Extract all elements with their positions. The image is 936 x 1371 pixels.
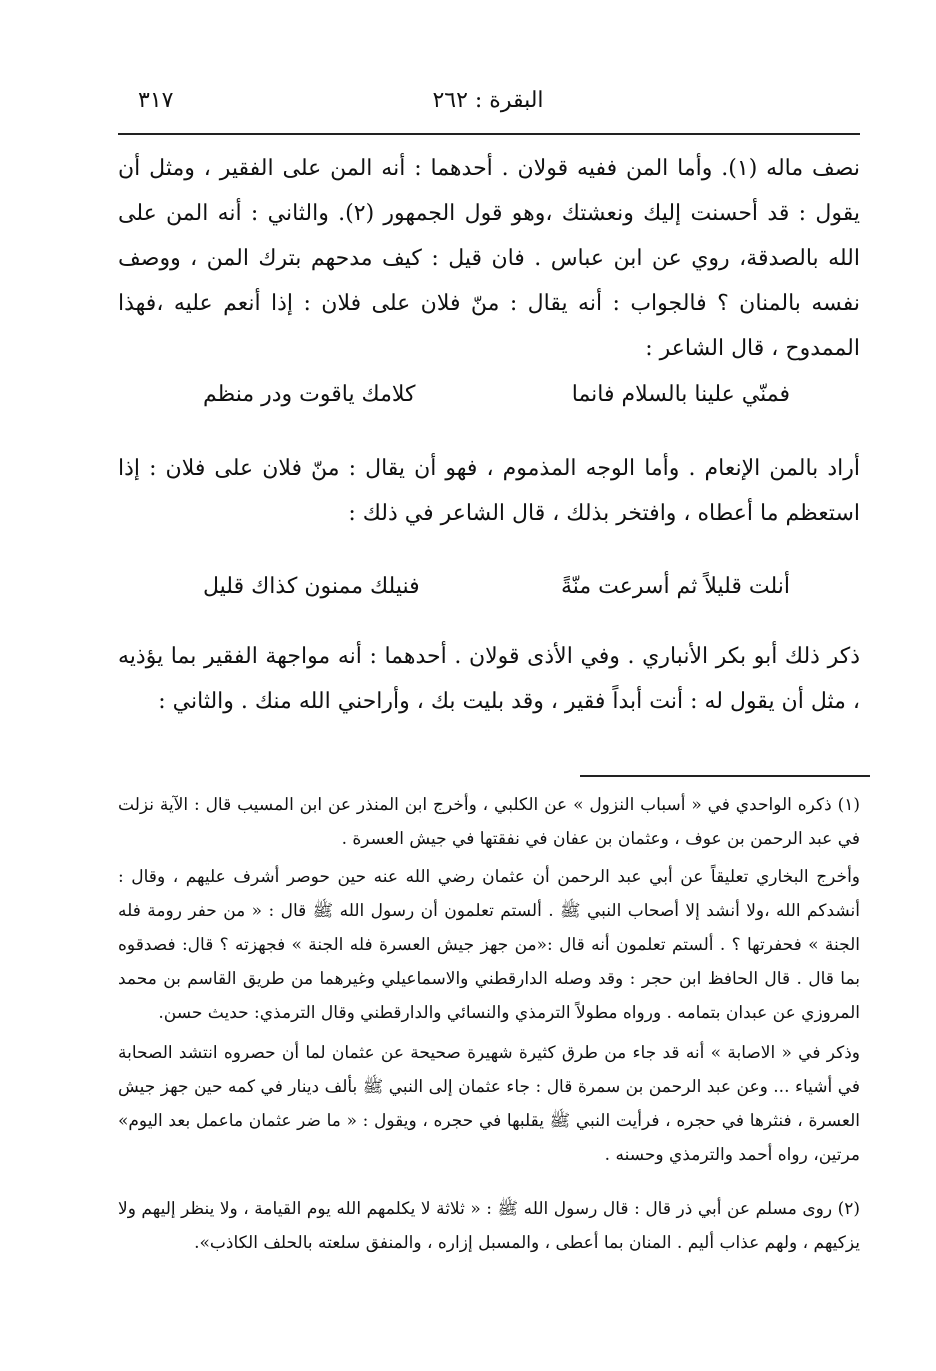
paragraph-1: نصف ماله (١). وأما المن ففيه قولان . أحدهما : أنه المن على الفقير ، ومثل أن يقول : قد أحسنت إليك ونعشتك ،وهو قول الجمهور (٢). والثاني : أنه المن على الله بالصدقة، روي عن ابن عباس . فان قيل : كيف مدحهم بترك المن ، ووصف نفسه بالمنان ؟ فالجواب : أنه يقال : منّ فلان على فلان : إذا أنعم عليه ،فهذا الممدوح ، قال الشاعر :: [118, 156, 861, 361]
footnote-1-bukhari: وأخرج البخاري تعليقاً عن أبي عبد الرحمن أن عثمان رضي الله عنه حين حوصر أشرف عليهم ، وقال : أنشدكم الله ،ولا أنشد إلا أصحاب النبي ﷺ . ألستم تعلمون أن رسول الله ﷺ قال : « من حفر رومة فله الجنة » فحفرتها ؟ . ألستم تعلمون أنه قال :«من جهز جيش العسرة فله الجنة » فجهزته ؟ قال: فصدقوه بما قال . قال الحافظ ابن حجر : وقد وصله الدارقطني والاسماعيلي وغيرهما من طريق القاسم بن محمد المروزي عن عبدان بتمامه . ورواه مطولاً الترمذي والنسائي والدارقطني وقال الترمذي: حديث حسن.: [118, 867, 860, 1023]
header-rule: [118, 133, 860, 135]
page-number: ٣١٧: [138, 88, 174, 113]
paragraph-2: أراد بالمن الإنعام . وأما الوجه المذموم ، فهو أن يقال : منّ فلان على فلان : إذا استعظم ما أعطاه ، وافتخر بذلك ، قال الشاعر في ذلك :: [118, 456, 860, 526]
verse-2-first-hemistich: أنلت قليلاً ثم أسرعت منّةً: [560, 574, 790, 599]
verse-1-first-hemistich: فمنّي علينا بالسلام فانما: [571, 382, 790, 407]
running-title: البقرة : ٢٦٢: [432, 88, 544, 113]
page-header: [118, 86, 858, 126]
paragraph-3: ذكر ذلك أبو بكر الأنباري . وفي الأذى قولان . أحدهما : أنه مواجهة الفقير بما يؤذيه ، مثل أن يقول له : أنت أبداً فقير ، وقد بليت بك ، وأراحني الله منك . والثاني :: [118, 644, 860, 714]
verse-1: [118, 372, 860, 418]
footnote-1-intro: (١) ذكره الواحدي في « أسباب النزول » عن الكلبي ، وأخرج ابن المنذر عن ابن المسيب قال : الآية نزلت في عبد الرحمن بن عوف ، وعثمان بن عفان في نفقتها في جيش العسرة .: [118, 795, 860, 849]
verse-2-second-hemistich: فنيلك ممنون كذاك قليل: [203, 574, 420, 599]
footnote-2: (٢) روى مسلم عن أبي ذر قال : قال رسول الله ﷺ : « ثلاثة لا يكلمهم الله يوم القيامة ، ولا ينظر إليهم ولا يزكيهم ، ولهم عذاب أليم . المنان بما أعطى ، والمسبل إزاره ، والمنفق سلعته بالحلف الكاذب».: [118, 1199, 860, 1253]
verse-2: [118, 564, 860, 610]
footnote-rule: [580, 775, 870, 777]
verse-1-second-hemistich: كلامك ياقوت ودر منظم: [203, 382, 416, 407]
footnote-1-isaba: وذكر في « الاصابة » أنه قد جاء من طرق كثيرة شهيرة صحيحة عن عثمان لما أن حصروه انتشد الصحابة في أشياء ... وعن عبد الرحمن بن سمرة قال : جاء عثمان إلى النبي ﷺ بألف دينار في كمه حين جهز جيش العسرة ، فنثرها في حجره ، فرأيت النبي ﷺ يقلبها في حجره ، ويقول : « ما ضر عثمان ماعمل بعد اليوم» مرتين، رواه أحمد والترمذي وحسنه .: [118, 1043, 861, 1165]
